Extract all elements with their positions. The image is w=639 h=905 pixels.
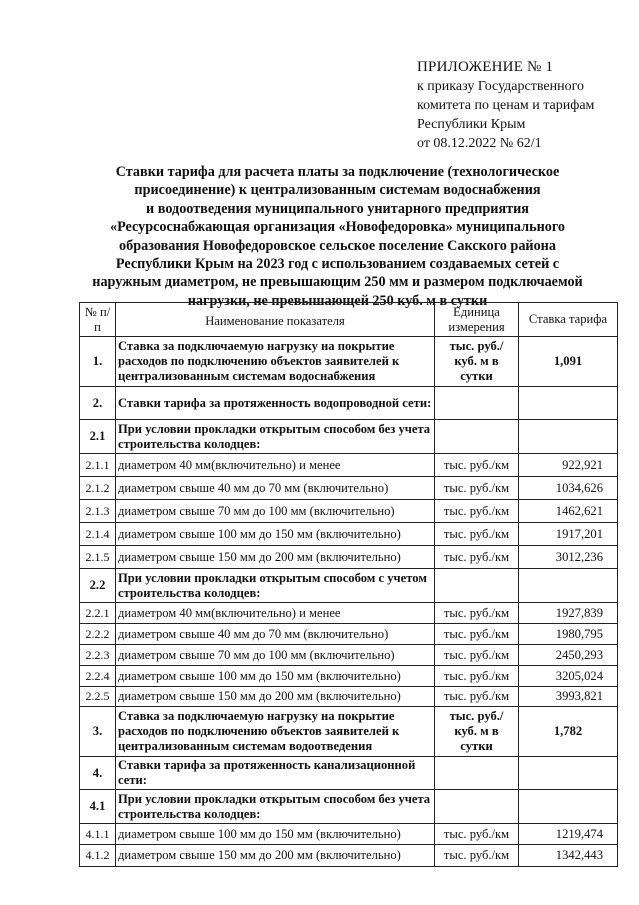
appendix-line: к приказу Государственного	[417, 79, 584, 94]
row-unit: тыс. руб./км	[435, 624, 519, 645]
row-name: Ставка за подключаемую нагрузку на покрытие расходов по подключению объектов заявителей к централизованным системам водоснабжения	[116, 337, 435, 387]
title-line: наружным диаметром, не превышающим 250 мм и размером подключаемой	[92, 274, 583, 291]
row-rate: 1980,795	[519, 624, 618, 645]
row-num: 2.1.3	[80, 500, 116, 523]
row-num: 4.1.1	[80, 824, 116, 845]
row-name: диаметром 40 мм(включительно) и менее	[116, 454, 435, 477]
row-unit: тыс. руб./км	[435, 666, 519, 687]
row-unit	[435, 757, 519, 790]
row-rate	[519, 387, 618, 420]
row-rate: 922,921	[519, 454, 618, 477]
row-unit: тыс. руб./км	[435, 845, 519, 867]
row-rate: 1219,474	[519, 824, 618, 845]
appendix-line: комитета по ценам и тарифам	[417, 98, 595, 113]
table-row	[80, 454, 618, 477]
title-line: образования Новофедоровское сельское поселение Сакского района	[119, 237, 556, 254]
table-row	[80, 546, 618, 569]
table-row	[80, 603, 618, 624]
row-name: диаметром 40 мм(включительно) и менее	[116, 603, 435, 624]
table-row	[80, 845, 618, 867]
tariff-table	[79, 302, 618, 867]
row-rate	[519, 790, 618, 824]
row-num: 2.2.4	[80, 666, 116, 687]
row-unit: тыс. руб./ куб. м в сутки	[435, 337, 519, 387]
row-name: Ставка за подключаемую нагрузку на покрытие расходов по подключению объектов заявителей к централизованным системам водоотведения	[116, 707, 435, 757]
row-unit: тыс. руб./км	[435, 477, 519, 500]
table-row	[80, 387, 618, 420]
table-row	[80, 523, 618, 546]
table-row	[80, 477, 618, 500]
row-rate: 1462,621	[519, 500, 618, 523]
row-unit: тыс. руб./км	[435, 824, 519, 845]
row-unit: тыс. руб./км	[435, 546, 519, 569]
row-rate: 1342,443	[519, 845, 618, 867]
appendix-heading: ПРИЛОЖЕНИЕ № 1	[417, 59, 554, 75]
row-unit	[435, 790, 519, 824]
row-rate: 1917,201	[519, 523, 618, 546]
appendix-line: Республики Крым	[417, 117, 526, 132]
row-unit: тыс. руб./ куб. м в сутки	[435, 707, 519, 757]
row-num: 2.1.4	[80, 523, 116, 546]
row-unit: тыс. руб./км	[435, 645, 519, 666]
row-rate: 1927,839	[519, 603, 618, 624]
table-row	[80, 666, 618, 687]
row-name: Ставки тарифа за протяженность канализационной сети:	[116, 757, 435, 790]
row-unit: тыс. руб./км	[435, 687, 519, 707]
row-rate: 3012,236	[519, 546, 618, 569]
row-rate: 3993,821	[519, 687, 618, 707]
row-unit: тыс. руб./км	[435, 603, 519, 624]
row-unit	[435, 569, 519, 603]
row-num: 2.2.3	[80, 645, 116, 666]
row-unit	[435, 420, 519, 454]
row-rate	[519, 757, 618, 790]
document-title	[70, 163, 605, 310]
row-rate: 1,091	[519, 337, 618, 387]
table-row	[80, 624, 618, 645]
row-num: 2.1	[80, 420, 116, 454]
row-unit: тыс. руб./км	[435, 523, 519, 546]
header-num: № п/п	[80, 303, 116, 337]
title-line: и водоотведения муниципального унитарного предприятия	[146, 200, 529, 217]
row-rate	[519, 569, 618, 603]
title-line: «Ресурсоснабжающая организация «Новофедоровка» муниципального	[109, 219, 566, 236]
header-unit: Единица измерения	[435, 303, 519, 337]
row-num: 2.2.1	[80, 603, 116, 624]
row-unit	[435, 387, 519, 420]
table-row	[80, 500, 618, 523]
row-name: диаметром свыше 100 мм до 150 мм (включительно)	[116, 824, 435, 845]
appendix-block	[417, 58, 632, 153]
row-num: 3.	[80, 707, 116, 757]
table-row	[80, 645, 618, 666]
row-rate: 2450,293	[519, 645, 618, 666]
table-row	[80, 707, 618, 757]
row-name: диаметром свыше 100 мм до 150 мм (включительно)	[116, 666, 435, 687]
title-line: нагрузки, не превышающей 250 куб. м в сутки	[187, 292, 488, 309]
table-row	[80, 420, 618, 454]
row-rate: 1034,626	[519, 477, 618, 500]
appendix-line: от 08.12.2022 № 62/1	[417, 136, 542, 151]
row-num: 2.	[80, 387, 116, 420]
row-name: диаметром свыше 100 мм до 150 мм (включительно)	[116, 523, 435, 546]
row-name: диаметром свыше 150 мм до 200 мм (включительно)	[116, 687, 435, 707]
row-name: диаметром свыше 150 мм до 200 мм (включительно)	[116, 845, 435, 867]
row-num: 2.1.2	[80, 477, 116, 500]
row-name: Ставки тарифа за протяженность водопроводной сети:	[116, 387, 435, 420]
row-name: диаметром свыше 70 мм до 100 мм (включительно)	[116, 645, 435, 666]
row-name: При условии прокладки открытым способом с учетом строительства колодцев:	[116, 569, 435, 603]
row-num: 4.1	[80, 790, 116, 824]
row-num: 2.2.5	[80, 687, 116, 707]
title-line: Республики Крым на 2023 год с использованием создаваемых сетей с	[115, 256, 560, 273]
row-name: диаметром свыше 40 мм до 70 мм (включительно)	[116, 477, 435, 500]
row-rate: 3205,024	[519, 666, 618, 687]
row-name: диаметром свыше 70 мм до 100 мм (включительно)	[116, 500, 435, 523]
row-name: диаметром свыше 150 мм до 200 мм (включительно)	[116, 546, 435, 569]
row-unit: тыс. руб./км	[435, 500, 519, 523]
table-row	[80, 824, 618, 845]
table-row	[80, 337, 618, 387]
row-num: 2.2	[80, 569, 116, 603]
row-name: диаметром свыше 40 мм до 70 мм (включительно)	[116, 624, 435, 645]
table-header-row	[80, 303, 618, 337]
row-num: 2.2.2	[80, 624, 116, 645]
table-row	[80, 757, 618, 790]
header-rate: Ставка тарифа	[519, 303, 618, 337]
row-rate: 1,782	[519, 707, 618, 757]
title-line: Ставки тарифа для расчета платы за подключение (технологическое	[115, 164, 560, 180]
row-num: 4.	[80, 757, 116, 790]
table-row	[80, 569, 618, 603]
row-num: 1.	[80, 337, 116, 387]
row-name: При условии прокладки открытым способом без учета строительства колодцев:	[116, 420, 435, 454]
row-name: При условии прокладки открытым способом без учета строительства колодцев:	[116, 790, 435, 824]
row-unit: тыс. руб./км	[435, 454, 519, 477]
row-num: 2.1.5	[80, 546, 116, 569]
title-line: присоединение) к централизованным системам водоснабжения	[134, 182, 541, 199]
table-row	[80, 687, 618, 707]
row-num: 2.1.1	[80, 454, 116, 477]
row-num: 4.1.2	[80, 845, 116, 867]
table-row	[80, 790, 618, 824]
row-rate	[519, 420, 618, 454]
header-name: Наименование показателя	[116, 303, 435, 337]
